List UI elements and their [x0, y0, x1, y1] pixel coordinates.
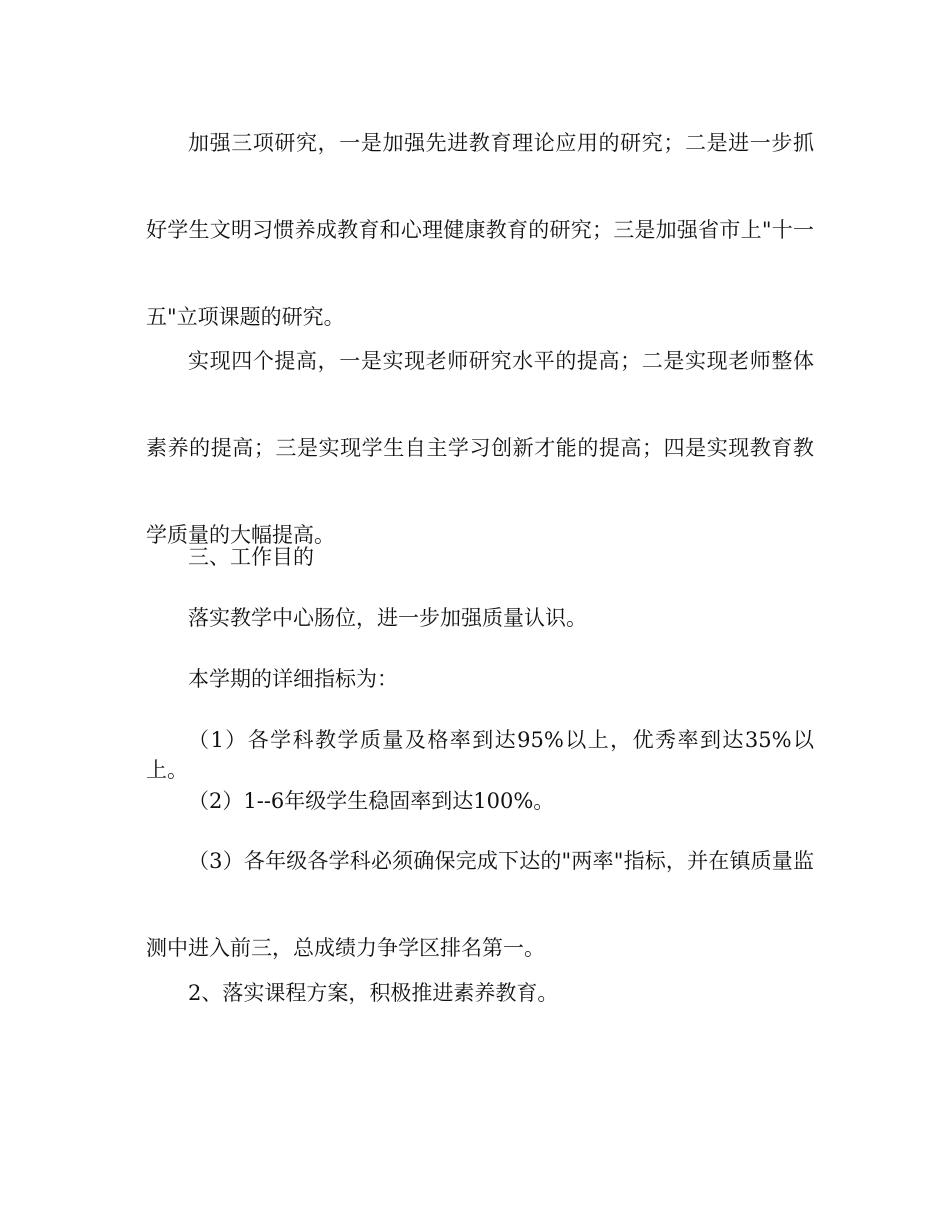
- paragraph-research: 加强三项研究，一是加强先进教育理论应用的研究；二是进一步抓好学生文明习惯养成教育和心理健康教育的研究；三是加强省市上"十一五"立项课题的研究。: [146, 131, 814, 329]
- paragraph-curriculum: 2、落实课程方案，积极推进素养教育。: [188, 981, 559, 1005]
- indicator-item-3: （3）各年级各学科必须确保完成下达的"两率"指标，并在镇质量监测中进入前三，总成绩力争学区排名第一。: [146, 849, 814, 960]
- paragraph-indicators-intro: 本学期的详细指标为：: [188, 667, 398, 691]
- indicator-item-1: （1）各学科教学质量及格率到达95%以上，优秀率到达35%以上。: [146, 728, 814, 782]
- paragraph-improvements: 实现四个提高，一是实现老师研究水平的提高；二是实现老师整体素养的提高；三是实现学生自主学习创新才能的提高；四是实现教育教学质量的大幅提高。: [146, 349, 814, 547]
- section-heading-goals: 三、工作目的: [188, 545, 314, 569]
- paragraph-teaching-center: 落实教学中心肠位，进一步加强质量认识。: [188, 606, 587, 630]
- indicator-item-2: （2）1--6年级学生稳固率到达100%。: [188, 789, 555, 813]
